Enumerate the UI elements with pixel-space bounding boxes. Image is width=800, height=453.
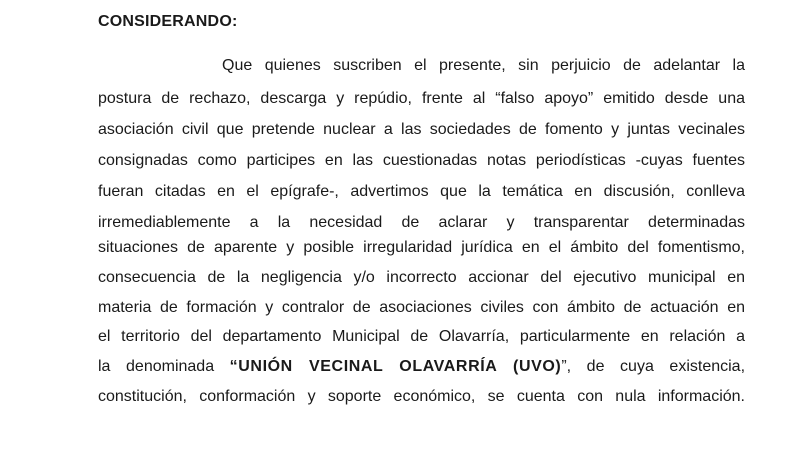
paragraph-line-8: consecuencia de la negligencia y/o incorrecto accionar del ejecutivo municipal en xyxy=(98,269,745,286)
paragraph-line-12: constitución, conformación y soporte económico, se cuenta con nula información. xyxy=(98,388,745,405)
paragraph-line-4: consignadas como participes en las cuestionadas notas periodísticas -cuyas fuentes xyxy=(98,152,745,169)
paragraph-line-7: situaciones de aparente y posible irregularidad jurídica en el ámbito del fomentismo, xyxy=(98,239,745,256)
paragraph-line-5: fueran citadas en el epígrafe-, advertimos que la temática en discusión, conlleva xyxy=(98,183,745,200)
paragraph-line-3: asociación civil que pretende nuclear a las sociedades de fomento y juntas vecinales xyxy=(98,121,745,138)
section-heading: CONSIDERANDO: xyxy=(98,13,238,30)
line-11-prefix: la denominada xyxy=(98,358,215,375)
paragraph-line-10: el territorio del departamento Municipal de Olavarría, particularmente en relación a xyxy=(98,328,745,345)
paragraph-line-1: Que quienes suscriben el presente, sin perjuicio de adelantar la xyxy=(222,57,745,74)
entity-name: “UNIÓN VECINAL OLAVARRÍA (UVO) xyxy=(229,358,562,375)
paragraph-line-11 xyxy=(98,357,745,377)
line-11-suffix: ”, de cuya existencia, xyxy=(561,358,746,375)
paragraph-line-9: materia de formación y contralor de asociaciones civiles con ámbito de actuación en xyxy=(98,299,745,316)
paragraph-line-6: irremediablemente a la necesidad de aclarar y transparentar determinadas xyxy=(98,214,745,231)
paragraph-line-2: postura de rechazo, descarga y repúdio, frente al “falso apoyo” emitido desde una xyxy=(98,90,745,107)
